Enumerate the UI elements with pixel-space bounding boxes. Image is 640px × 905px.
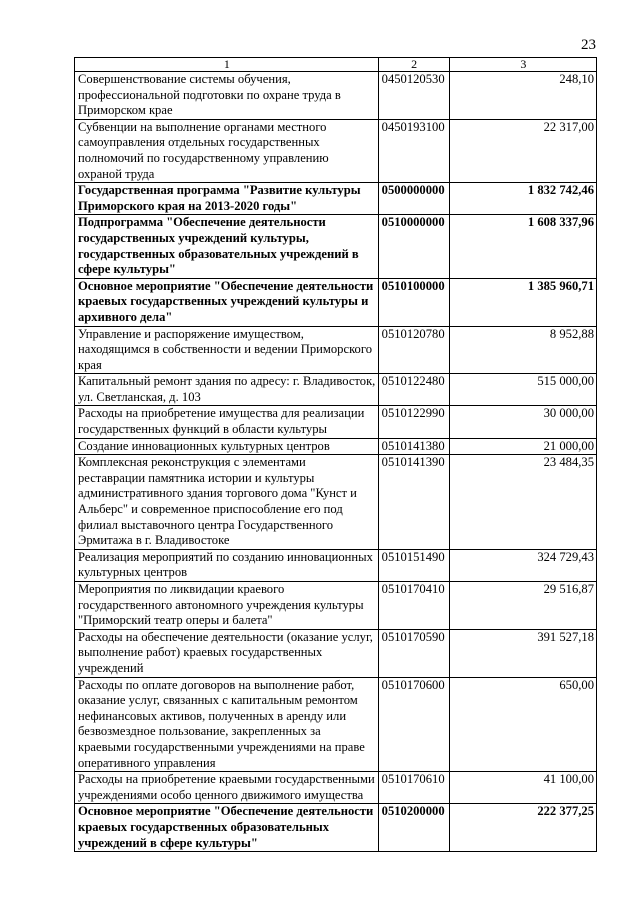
row-name-cell: Мероприятия по ликвидации краевого государственного автономного учреждения культуры "Приморский театр оперы и балета": [75, 582, 379, 630]
header-column-1: 1: [75, 58, 379, 72]
table-row: [75, 629, 597, 677]
row-name-cell: Расходы на обеспечение деятельности (оказание услуг, выполнение работ) краевых государственных учреждений: [75, 629, 379, 677]
table-row: [75, 215, 597, 278]
page-number: 23: [581, 37, 596, 53]
row-name-cell: Расходы по оплате договоров на выполнение работ, оказание услуг, связанных с капитальным ремонтом нефинансовых активов, полученных в аренду или безвозмездное пользование, закрепленных за краевыми государственными учреждениями на праве оперативного управления: [75, 677, 379, 772]
row-sum-cell: 248,10: [449, 72, 596, 120]
row-name-cell: Комплексная реконструкция с элементами реставрации памятника истории и культуры административного здания торгового дома "Кунст и Альберс" и современное приспособление его под филиал выставочного центра Государственного Эрмитажа в г. Владивостоке: [75, 455, 379, 550]
row-sum-cell: 8 952,88: [449, 326, 596, 374]
table-row: [75, 549, 597, 581]
row-name-cell: Подпрограмма "Обеспечение деятельности государственных учреждений культуры, государственных образовательных учреждений в сфере культуры": [75, 215, 379, 278]
row-name-cell: Расходы на приобретение имущества для реализации государственных функций в области культуры: [75, 406, 379, 438]
row-sum-cell: 222 377,25: [449, 804, 596, 852]
row-name-cell: Капитальный ремонт здания по адресу: г. Владивосток, ул. Светланская, д. 103: [75, 374, 379, 406]
row-name-cell: Создание инновационных культурных центров: [75, 438, 379, 455]
row-sum-cell: 650,00: [449, 677, 596, 772]
table-row: [75, 438, 597, 455]
table-row: [75, 677, 597, 772]
row-code-cell: 0500000000: [378, 183, 449, 215]
row-code-cell: 0510141390: [378, 455, 449, 550]
row-code-cell: 0510170590: [378, 629, 449, 677]
row-sum-cell: 29 516,87: [449, 582, 596, 630]
row-code-cell: 0510100000: [378, 278, 449, 326]
row-code-cell: 0510200000: [378, 804, 449, 852]
table-row: [75, 582, 597, 630]
row-sum-cell: 23 484,35: [449, 455, 596, 550]
table-row: [75, 119, 597, 182]
row-name-cell: Расходы на приобретение краевыми государственными учреждениями особо ценного движимого имущества: [75, 772, 379, 804]
row-code-cell: 0510141380: [378, 438, 449, 455]
table-row: [75, 72, 597, 120]
row-code-cell: 0510170600: [378, 677, 449, 772]
row-name-cell: Реализация мероприятий по созданию инновационных культурных центров: [75, 549, 379, 581]
table-body: [75, 58, 597, 852]
table-row: [75, 326, 597, 374]
row-sum-cell: 21 000,00: [449, 438, 596, 455]
table-row: [75, 278, 597, 326]
row-name-cell: Субвенции на выполнение органами местного самоуправления отдельных государственных полномочий по государственному управлению охраной труда: [75, 119, 379, 182]
row-name-cell: Основное мероприятие "Обеспечение деятельности краевых государственных учреждений культуры и архивного дела": [75, 278, 379, 326]
row-sum-cell: 1 832 742,46: [449, 183, 596, 215]
row-sum-cell: 1 608 337,96: [449, 215, 596, 278]
table-row: [75, 804, 597, 852]
row-name-cell: Государственная программа "Развитие культуры Приморского края на 2013-2020 годы": [75, 183, 379, 215]
row-code-cell: 0510170410: [378, 582, 449, 630]
row-name-cell: Совершенствование системы обучения, профессиональной подготовки по охране труда в Приморском крае: [75, 72, 379, 120]
header-column-2: 2: [378, 58, 449, 72]
table-row: [75, 183, 597, 215]
row-name-cell: Управление и распоряжение имуществом, находящимся в собственности и ведении Приморского края: [75, 326, 379, 374]
row-sum-cell: 22 317,00: [449, 119, 596, 182]
row-code-cell: 0510151490: [378, 549, 449, 581]
row-code-cell: 0450193100: [378, 119, 449, 182]
row-code-cell: 0510122480: [378, 374, 449, 406]
table-row: [75, 455, 597, 550]
row-code-cell: 0510122990: [378, 406, 449, 438]
budget-table: [74, 57, 597, 852]
row-sum-cell: 324 729,43: [449, 549, 596, 581]
row-code-cell: 0510170610: [378, 772, 449, 804]
row-sum-cell: 41 100,00: [449, 772, 596, 804]
table-row: [75, 374, 597, 406]
header-column-3: 3: [449, 58, 596, 72]
row-sum-cell: 515 000,00: [449, 374, 596, 406]
table-row: [75, 772, 597, 804]
row-sum-cell: 391 527,18: [449, 629, 596, 677]
row-name-cell: Основное мероприятие "Обеспечение деятельности краевых государственных образовательных учреждений в сфере культуры": [75, 804, 379, 852]
row-sum-cell: 1 385 960,71: [449, 278, 596, 326]
row-sum-cell: 30 000,00: [449, 406, 596, 438]
row-code-cell: 0450120530: [378, 72, 449, 120]
table-header-row: [75, 58, 597, 72]
row-code-cell: 0510000000: [378, 215, 449, 278]
table-row: [75, 406, 597, 438]
row-code-cell: 0510120780: [378, 326, 449, 374]
